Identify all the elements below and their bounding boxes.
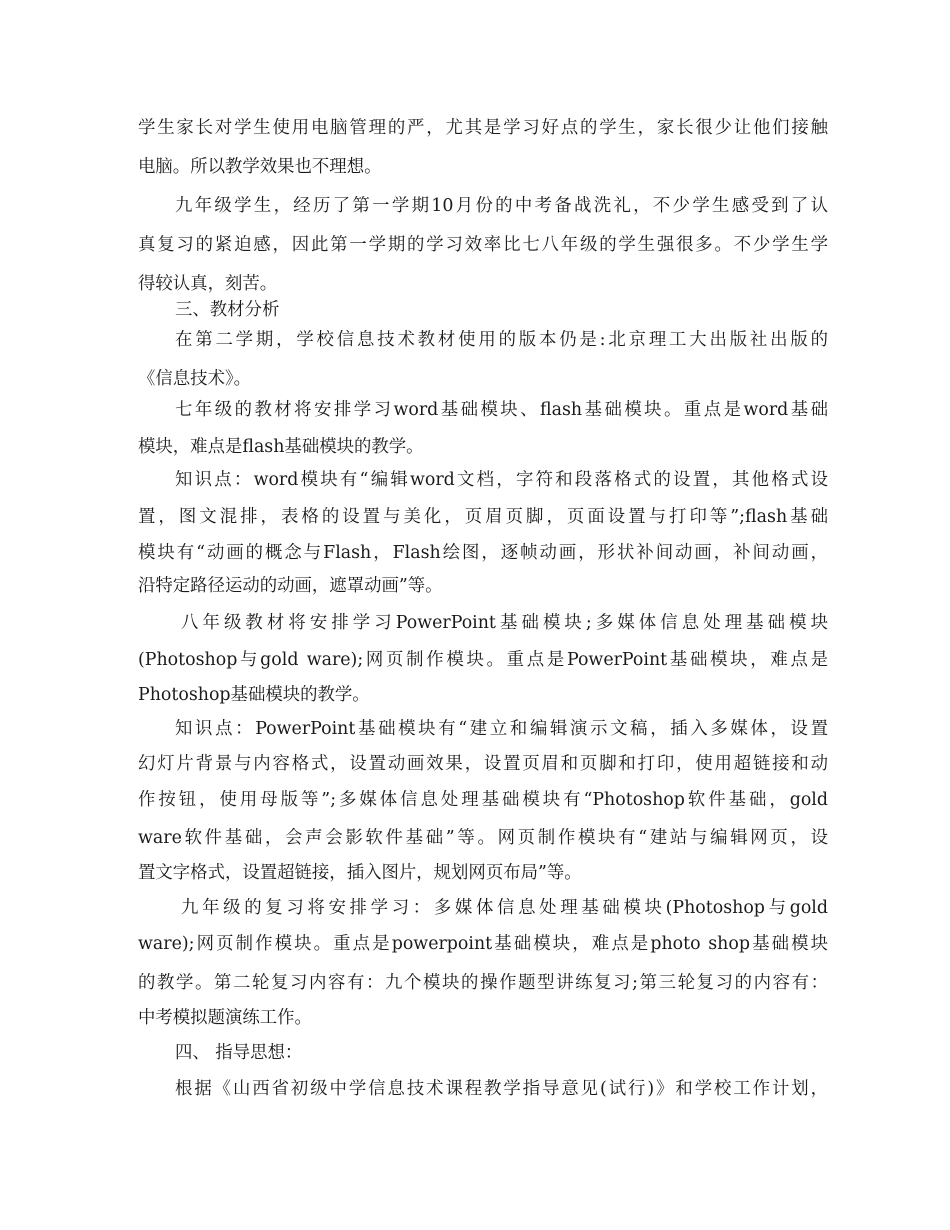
text-line: 模块，难点是flash基础模块的教学。: [138, 437, 424, 457]
section-heading: 四、 指导思想：: [175, 1043, 303, 1063]
text-line: 模块有“动画的概念与Flash，Flash绘图，逐帧动画，形状补间动画，补间动画，: [138, 543, 828, 563]
text-line: 七年级的教材将安排学习word基础模块、flash基础模块。重点是word基础: [175, 400, 828, 420]
text-line: 根据《山西省初级中学信息技术课程教学指导意见(试行)》和学校工作计划，: [175, 1079, 828, 1099]
text-line: 中考模拟题演练工作。: [138, 1008, 312, 1028]
text-line: (Photoshop与gold ware);网页制作模块。重点是PowerPoint基础模块，难点是: [138, 650, 828, 670]
text-line: ware软件基础，会声会影软件基础”等。网页制作模块有“建站与编辑网页，设: [138, 828, 828, 848]
text-line: 得较认真，刻苦。: [138, 274, 278, 294]
text-line: 八年级教材将安排学习PowerPoint基础模块;多媒体信息处理基础模块: [181, 613, 828, 633]
text-line: 《信息技术》。: [138, 369, 252, 389]
text-line: 电脑。所以教学效果也不理想。: [138, 157, 382, 177]
text-line: 九年级学生，经历了第一学期10月份的中考备战洗礼，不少学生感受到了认: [175, 196, 828, 216]
text-line: 置，图文混排，表格的设置与美化，页眉页脚，页面设置与打印等”;flash基础: [138, 507, 828, 527]
text-line: 沿特定路径运动的动画，遮罩动画”等。: [138, 576, 443, 596]
text-line: 作按钮，使用母版等”;多媒体信息处理基础模块有“Photoshop软件基础，gold: [138, 790, 828, 810]
text-line: 幻灯片背景与内容格式，设置动画效果，设置页眉和页脚和打印，使用超链接和动: [138, 754, 828, 774]
text-line: ware);网页制作模块。重点是powerpoint基础模块，难点是photo shop基础模块: [138, 934, 828, 954]
text-line: 九年级的复习将安排学习：多媒体信息处理基础模块(Photoshop与gold: [181, 898, 828, 918]
text-line: 置文字格式，设置超链接，插入图片，规划网页布局”等。: [138, 863, 582, 883]
text-line: Photoshop基础模块的教学。: [138, 685, 370, 705]
text-line: 学生家长对学生使用电脑管理的严，尤其是学习好点的学生，家长很少让他们接触: [138, 118, 828, 138]
section-heading: 三、教材分析: [175, 300, 280, 320]
text-line: 知识点：PowerPoint基础模块有“建立和编辑演示文稿，插入多媒体，设置: [175, 719, 828, 739]
text-line: 真复习的紧迫感，因此第一学期的学习效率比七八年级的学生强很多。不少学生学: [138, 235, 828, 255]
text-line: 知识点：word模块有“编辑word文档，字符和段落格式的设置，其他格式设: [175, 470, 828, 490]
text-line: 的教学。第二轮复习内容有：九个模块的操作题型讲练复习;第三轮复习的内容有：: [138, 973, 828, 993]
text-line: 在第二学期，学校信息技术教材使用的版本仍是:北京理工大出版社出版的: [175, 330, 828, 350]
